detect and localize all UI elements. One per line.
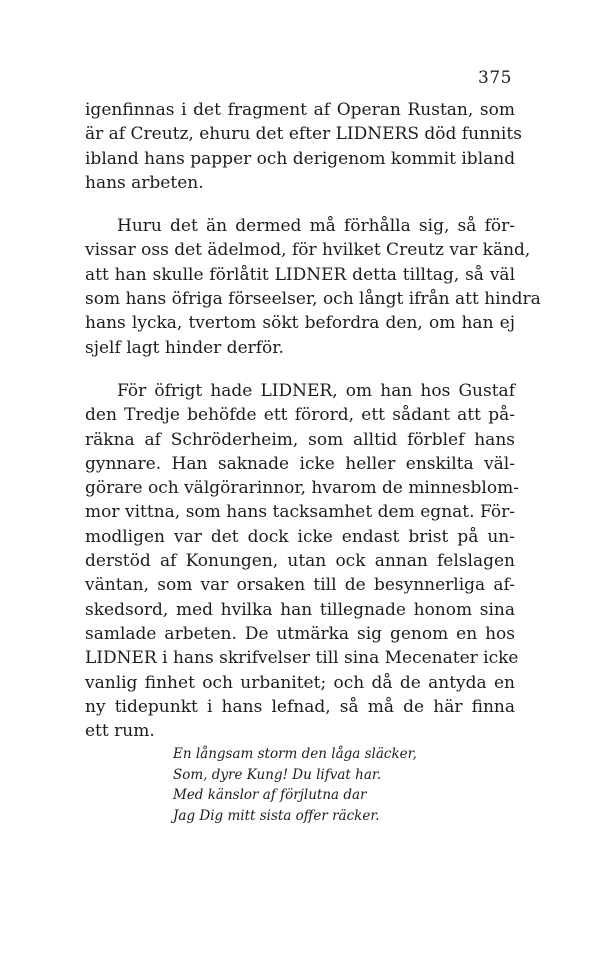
text-line: samlade arbeten. De utmärka sig genom en hos [85, 623, 515, 644]
text-line: hans arbeten. [85, 172, 204, 193]
paragraph-gap [85, 360, 515, 379]
text-line: igenfinnas i det fragment af Operan Rustan, som [85, 100, 515, 120]
text-line: är af Creutz, ehuru det efter LIDNERS död funnits [85, 124, 522, 145]
text-line: sjelf lagt hinder derför. [85, 337, 284, 358]
text-line: gynnare. Han saknade icke heller enskilta väl- [85, 453, 515, 474]
text-line: Huru det än dermed må förhålla sig, så för- [117, 216, 515, 237]
verse-quote [173, 744, 417, 826]
text-line: mor vittna, som hans tacksamhet dem egnat. För- [85, 502, 515, 523]
text-line: skedsord, med hvilka han tillegnade honom sina [85, 599, 515, 620]
text-line: LIDNER i hans skrifvelser till sina Mecenater icke [85, 648, 519, 669]
text-line: att han skulle förlåtit LIDNER detta tilltag, så väl [85, 264, 515, 285]
text-line: hans lycka, tvertom sökt befordra den, om han ej [85, 313, 515, 334]
text-line: den Tredje behöfde ett förord, ett sådant att på- [85, 405, 515, 426]
text-line: vanlig finhet och urbanitet; och då de antyda en [85, 672, 515, 693]
text-line: derstöd af Konungen, utan ock annan felslagen [85, 551, 515, 572]
body-text [85, 98, 541, 743]
text-line: ny tidepunkt i hans lefnad, så må de här finna [85, 696, 515, 717]
text-line: modligen var det dock icke endast brist på un- [85, 526, 515, 547]
text-line: görare och välgörarinnor, hvarom de minnesblom- [85, 478, 519, 499]
paragraph-gap [85, 195, 515, 214]
verse-line: Som, dyre Kung! Du lifvat har. [173, 766, 382, 783]
paragraph-1 [85, 98, 522, 195]
text-line: räkna af Schröderheim, som alltid förblef hans [85, 429, 515, 450]
text-line: väntan, som var orsaken till de besynnerliga af- [85, 575, 515, 596]
text-line: För öfrigt hade LIDNER, om han hos Gustaf [117, 380, 515, 401]
paragraph-2 [85, 214, 541, 360]
verse-line: Med känslor af förjlutna dar [173, 787, 367, 803]
paragraph-3 [85, 379, 519, 743]
text-line: ett rum. [85, 721, 155, 742]
text-line: ibland hans papper och derigenom kommit ibland [85, 148, 516, 169]
text-line: som hans öfriga förseelser, och långt ifrån att hindra [85, 289, 541, 310]
verse-line: Jag Dig mitt sista offer räcker. [173, 807, 380, 824]
text-line: vissar oss det ädelmod, för hvilket Creutz var känd, [85, 240, 531, 261]
page-number: 375 [478, 68, 512, 88]
verse-line: En långsam storm den låga släcker, [173, 746, 417, 762]
